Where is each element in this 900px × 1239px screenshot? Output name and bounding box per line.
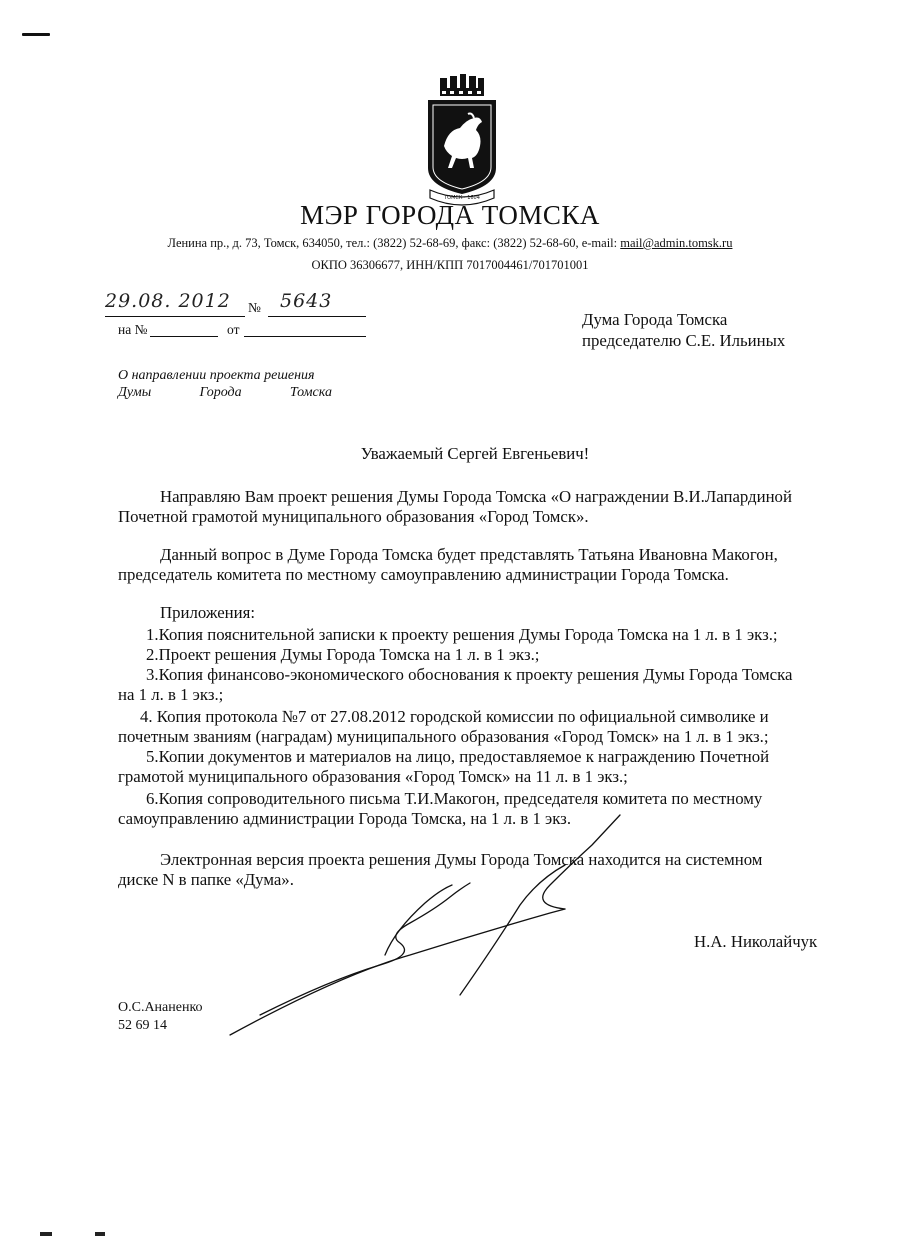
subject-word: Города	[199, 385, 242, 400]
number-field	[268, 290, 366, 317]
attachment-item-5-line-2: грамотой муниципального образования «Город Томск» на 11 л. в 1 экз.;	[118, 767, 628, 786]
executor-phone: 52 69 14	[118, 1018, 167, 1033]
scan-mark	[95, 1232, 105, 1236]
subject-word: Томска	[289, 385, 332, 400]
subject-line-1: О направлении проекта решения	[118, 368, 315, 383]
attachment-item-3-line-1: 3.Копия финансово-экономического обоснования к проекту решения Думы Города Томска	[146, 665, 793, 684]
page-title: МЭР ГОРОДА ТОМСКА	[300, 200, 600, 230]
attachment-item-2: 2.Проект решения Думы Города Томска на 1 л. в 1 экз.;	[146, 645, 540, 664]
on-number-blank	[150, 320, 218, 337]
attachment-item-6-line-2: самоуправлению администрации Города Томска, на 1 л. в 1 экз.	[118, 809, 572, 828]
attachment-item-1: 1.Копия пояснительной записки к проекту решения Думы Города Томска на 1 л. в 1 экз.;	[146, 625, 778, 644]
attachments-heading: Приложения:	[160, 603, 256, 622]
from-date-blank	[244, 320, 366, 337]
subject-word: Думы	[118, 385, 152, 400]
scan-mark	[22, 33, 50, 36]
recipient-line-1: Дума Города Томска	[582, 310, 728, 329]
paragraph-2-line-2: председатель комитета по местному самоуправлению администрации Города Томска.	[118, 565, 729, 584]
handwritten-signature	[220, 805, 640, 1045]
attachment-item-3-line-2: на 1 л. в 1 экз.;	[118, 685, 224, 704]
handwritten-number: 5643	[280, 290, 333, 312]
number-sign: №	[248, 300, 261, 315]
handwritten-date: 29.08. 2012	[105, 290, 231, 312]
date-field	[105, 290, 245, 317]
subject-line-2	[118, 385, 332, 401]
executor-name: О.С.Ананенко	[118, 1000, 203, 1015]
office-address	[0, 236, 900, 251]
email-link[interactable]: mail@admin.tomsk.ru	[620, 236, 733, 250]
paragraph-2-line-1: Данный вопрос в Думе Города Томска будет представлять Татьяна Ивановна Макогон,	[160, 545, 778, 564]
scan-mark	[40, 1232, 52, 1236]
electronic-version-line-1: Электронная версия проекта решения Думы Города Томска находится на системном	[160, 850, 763, 869]
electronic-version-line-2: диске N в папке «Дума».	[118, 870, 294, 889]
okpo-line: ОКПО 36306677, ИНН/КПП 7017004461/701701001	[311, 258, 589, 272]
from-label: от	[227, 322, 240, 337]
attachment-item-5-line-1: 5.Копии документов и материалов на лицо, предоставляемое к награждению Почетной	[146, 747, 770, 766]
attachment-item-6-line-1: 6.Копия сопроводительного письма Т.И.Макогон, председателя комитета по местному	[146, 789, 763, 808]
coat-of-arms-emblem	[422, 72, 502, 206]
paragraph-1-line-1: Направляю Вам проект решения Думы Города Томска «О награждении В.И.Лапардиной	[160, 487, 792, 506]
svg-text:ТОМСК · 1604: ТОМСК · 1604	[444, 195, 480, 201]
attachment-item-4-line-1: 4. Копия протокола №7 от 27.08.2012 городской комиссии по официальной символике и	[140, 707, 769, 726]
on-number-label: на №	[118, 322, 148, 337]
signatory-name: Н.А. Николайчук	[694, 932, 818, 951]
address-text: Ленина пр., д. 73, Томск, 634050, тел.: (3822) 52-68-69, факс: (3822) 52-68-60, e-mail:	[167, 236, 621, 250]
attachment-item-4-line-2: почетным званиям (наградам) муниципального образования «Город Томск» на 1 л. в 1 экз.;	[118, 727, 769, 746]
greeting: Уважаемый Сергей Евгеньевич!	[360, 444, 590, 463]
paragraph-1-line-2: Почетной грамотой муниципального образования «Город Томск».	[118, 507, 589, 526]
recipient-line-2: председателю С.Е. Ильиных	[582, 331, 786, 350]
